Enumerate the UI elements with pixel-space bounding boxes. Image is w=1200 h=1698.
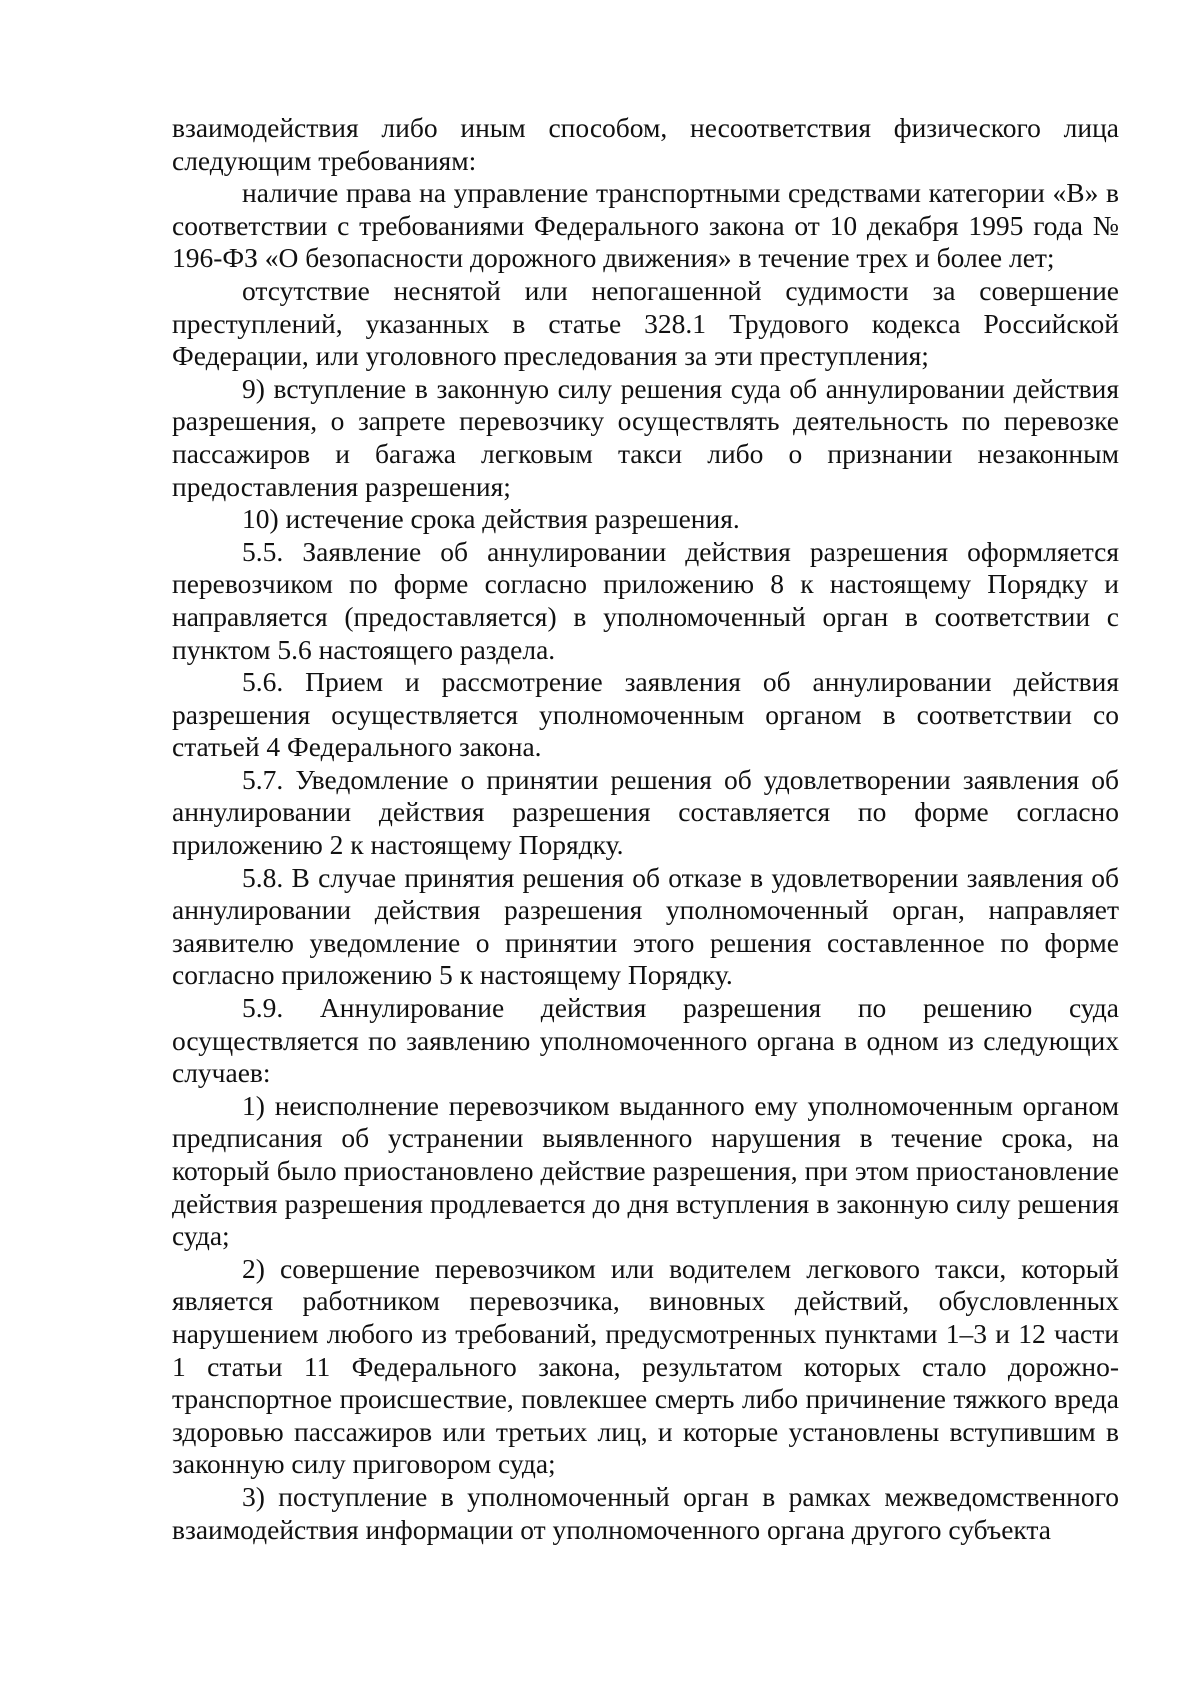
paragraph-case-3: 3) поступление в уполномоченный орган в рамках межведомственного взаимодействия информации от уполномоченного органа другого субъекта xyxy=(172,1480,1119,1545)
paragraph-driving-license-requirement: наличие права на управление транспортными средствами категории «В» в соответствии с требованиями Федерального закона от 10 декабря 1995 года № 196-ФЗ «О безопасности дорожного движения» в течение трех и более лет; xyxy=(172,177,1119,274)
paragraph-item-10: 10) истечение срока действия разрешения. xyxy=(242,503,740,535)
document-page xyxy=(172,112,1119,1546)
paragraph-case-2: 2) совершение перевозчиком или водителем легкового такси, который является работником перевозчика, виновных действий, обусловленных нарушением любого из требований, предусмотренных пунктами 1–3 и 12 части 1 статьи 11 Федерального закона, результатом которых стало дорожно-транспортное происшествие, повлекшее смерть либо причинение тяжкого вреда здоровью пассажиров или третьих лиц, и которые установлены вступившим в законную силу приговором суда; xyxy=(172,1252,1119,1480)
paragraph-section-5-6: 5.6. Прием и рассмотрение заявления об аннулировании действия разрешения осуществляется уполномоченным органом в соответствии со статьей 4 Федерального закона. xyxy=(172,666,1119,763)
paragraph-continuation: взаимодействия либо иным способом, несоответствия физического лица следующим требованиям: xyxy=(172,112,1119,176)
paragraph-section-5-9: 5.9. Аннулирование действия разрешения по решению суда осуществляется по заявлению уполномоченного органа в одном из следующих случаев: xyxy=(172,992,1119,1089)
paragraph-item-9: 9) вступление в законную силу решения суда об аннулировании действия разрешения, о запрете перевозчику осуществлять деятельность по перевозке пассажиров и багажа легковым такси либо о признании незаконным предоставления разрешения; xyxy=(172,372,1119,502)
paragraph-case-1: 1) неисполнение перевозчиком выданного ему уполномоченным органом предписания об устранении выявленного нарушения в течение срока, на который было приостановлено действие разрешения, при этом приостановление действия разрешения продлевается до дня вступления в законную силу решения суда; xyxy=(172,1089,1119,1252)
paragraph-section-5-5: 5.5. Заявление об аннулировании действия разрешения оформляется перевозчиком по форме согласно приложению 8 к настоящему Порядку и направляется (предоставляется) в уполномоченный орган в соответствии с пунктом 5.6 настоящего раздела. xyxy=(172,535,1119,665)
paragraph-section-5-8: 5.8. В случае принятия решения об отказе в удовлетворении заявления об аннулировании действия разрешения уполномоченный орган, направляет заявителю уведомление о принятии этого решения составленное по форме согласно приложению 5 к настоящему Порядку. xyxy=(172,861,1119,991)
paragraph-section-5-7: 5.7. Уведомление о принятии решения об удовлетворении заявления об аннулировании действия разрешения составляется по форме согласно приложению 2 к настоящему Порядку. xyxy=(172,763,1119,861)
paragraph-no-criminal-record-requirement: отсутствие неснятой или непогашенной судимости за совершение преступлений, указанных в статье 328.1 Трудового кодекса Российской Федерации, или уголовного преследования за эти преступления; xyxy=(172,274,1119,372)
